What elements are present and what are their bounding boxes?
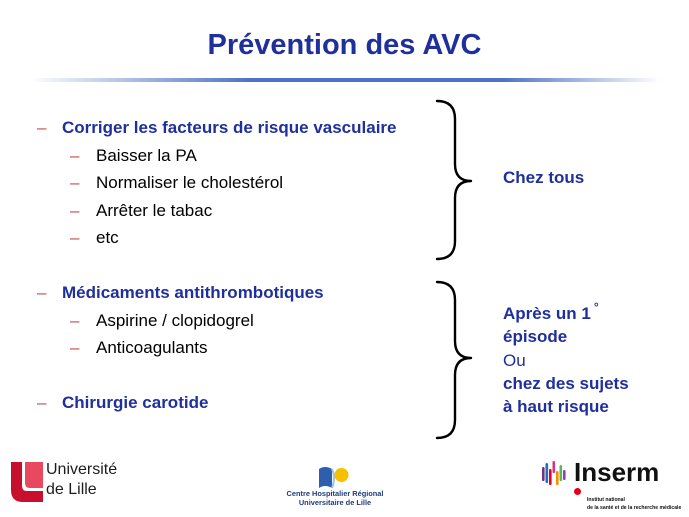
logo-bar (556, 471, 559, 485)
sub-bullet-dash: – (70, 145, 80, 165)
logo-bar (542, 467, 545, 481)
slide-title: Prévention des AVC (207, 29, 482, 61)
degree-superscript: ° (593, 300, 599, 314)
bullet-group-antithrombotics (0, 279, 425, 362)
brace-risk-factors (437, 101, 471, 259)
bullet-heading-line (0, 279, 425, 307)
sub-bullet-dash: – (70, 310, 80, 330)
bullet-group-risk-factors (0, 114, 425, 252)
annotation-line (503, 302, 629, 325)
logo-bar (563, 470, 566, 480)
annotation-line: chez des sujets (503, 373, 629, 393)
annotation-line: à haut risque (503, 397, 609, 417)
bullet-dash: – (37, 118, 47, 137)
logo-bar (549, 469, 552, 485)
sub-bullet-dash: – (70, 228, 80, 247)
sub-bullet-line (0, 142, 425, 170)
inserm-red-dot (574, 488, 581, 495)
sub-bullet-line (0, 197, 425, 225)
bullet-heading: Chirurgie carotide (62, 393, 209, 412)
chru-logo-text: Universitaire de Lille (298, 498, 372, 507)
chru-logo-text: Centre Hospitalier Régional (286, 489, 384, 498)
inserm-tagline: Institut national (587, 496, 625, 503)
annotation-line: épisode (503, 327, 568, 347)
logo-shape (335, 468, 349, 482)
sub-bullet-text: Baisser la PA (96, 145, 197, 165)
annotation-line-text: Après un 1 (503, 304, 591, 323)
chru-lille-logo (280, 463, 390, 509)
sub-bullet-dash: – (70, 173, 80, 192)
inserm-tagline: de la santé et de la recherche médicale (587, 504, 682, 511)
sub-bullet-text: Arrêter le tabac (96, 200, 213, 220)
sub-bullet-line (0, 307, 425, 335)
bullet-dash: – (37, 283, 47, 302)
sub-bullet-line (0, 334, 425, 362)
sub-bullet-dash: – (70, 200, 80, 220)
annotation-all-patients: Chez tous (503, 168, 585, 187)
bullet-heading-line (0, 114, 425, 142)
chru-lille-mark-icon (318, 464, 350, 491)
universite-logo-text: Université (46, 461, 118, 478)
sub-bullet-dash: – (70, 338, 80, 357)
logo-bar (553, 461, 556, 473)
universite-logo-text: de Lille (46, 481, 97, 498)
sub-bullet-text: Aspirine / clopidogrel (96, 310, 254, 330)
inserm-logo (540, 458, 685, 514)
bullet-heading-line (0, 389, 425, 417)
logo-bar (560, 465, 563, 481)
annotation-secondary-prevention (503, 302, 629, 418)
sub-bullet-text: Anticoagulants (96, 338, 208, 357)
annotation-line-or: Ou (503, 350, 526, 370)
bullet-list (0, 114, 425, 417)
universite-de-lille-mark-icon (11, 462, 43, 502)
bullet-group-surgery (0, 389, 425, 417)
logo-bar (546, 463, 549, 483)
logo-shape (332, 469, 334, 488)
inserm-wordmark: Inserm (574, 457, 660, 487)
bullet-heading: Corriger les facteurs de risque vasculaire (62, 118, 397, 137)
logo-shape (319, 467, 332, 488)
sub-bullet-line (0, 224, 425, 252)
bullet-heading: Médicaments antithrombotiques (62, 283, 324, 302)
logo-shape (25, 462, 43, 488)
universite-de-lille-logo (11, 461, 123, 503)
sub-bullet-line (0, 169, 425, 197)
bullet-dash: – (37, 393, 47, 412)
inserm-bars-icon (542, 461, 566, 487)
sub-bullet-text: Normaliser le cholestérol (96, 173, 284, 192)
brace-treatments (437, 282, 471, 438)
sub-bullet-text: etc (96, 228, 119, 247)
